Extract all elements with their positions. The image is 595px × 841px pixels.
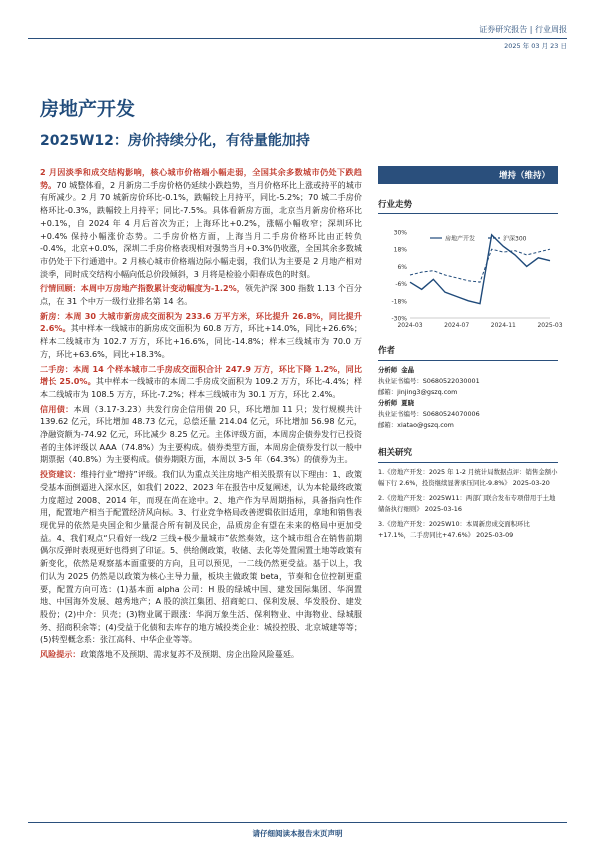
y-tick-label: -18% (391, 298, 407, 306)
report-link-text[interactable]: 2.《房地产开发：2025W11：两部门联合发布专项借用于土地储备执行细则》 (378, 494, 556, 513)
para-market (40, 282, 362, 307)
footer-divider (28, 822, 567, 823)
industry-name: 房地产开发 (40, 98, 136, 120)
legend-label: 房地产开发 (445, 235, 476, 243)
para-risk (40, 648, 362, 661)
para-new-home (40, 310, 362, 361)
rating-badge: 增持（维持） (378, 166, 558, 184)
sidebar (378, 166, 558, 218)
author-name: 金晶 (401, 366, 415, 374)
para-second-hand-text: 其中样本一线城市的本周二手房成交面积为 109.2 万方，环比-4.4%；样本二线城市为 108.5 万方，环比-7.2%；样本三线城市为 30.1 万方，环比 2.4%。 (40, 376, 362, 399)
report-link-text[interactable]: 1.《房地产开发：2025 年 1-2 月统计局数据点评：销售金额小幅下行 2.6%，投资继续显著承压同比-9.8%》 (378, 468, 558, 487)
author-role: 分析师 (378, 399, 398, 407)
x-tick-label: 2025-03 (537, 322, 563, 329)
y-tick-label: -6% (395, 281, 407, 289)
para-credit-highlight: 信用债： (40, 403, 74, 414)
para-advice-highlight: 投资建议： (40, 469, 81, 480)
author-role: 分析师 (378, 366, 398, 374)
para-advice (40, 468, 362, 646)
trend-title: 行业走势 (378, 198, 558, 214)
footer-disclaimer: 请仔细阅读本报告末页声明 (252, 829, 343, 838)
report-tag: 证券研究报告 | 行业周报 (479, 25, 567, 34)
report-link-date: 2025-03-20 (512, 479, 550, 487)
series-line-1 (410, 249, 550, 282)
y-tick-label: -30% (391, 315, 407, 323)
trend-chart (378, 226, 563, 336)
author-email[interactable]: 邮箱：jinjing3@gszq.com (378, 388, 458, 396)
para-risk-text: 政策落地不及预期、需求复苏不及预期、房企出险风险蔓延。 (80, 649, 300, 660)
para-market-text: 领先沪深 300 指数 1.13 个百分点，在 31 个中万一级行业排名第 14 名。 (40, 283, 363, 307)
author-item (378, 365, 558, 376)
report-link-text[interactable]: 3.《房地产开发：2025W10：本周新房成交面积环比+17.1%，二手房同比+47.6%》 (378, 520, 530, 539)
para-price (40, 166, 362, 280)
para-credit (40, 403, 362, 467)
para-new-home-highlight: 新房：本周 30 大城市新房成交面积为 233.6 万平方米，环比提升 26.8%，同比提升 2.6%。 (40, 310, 362, 334)
author-cert: 执业证书编号：S0680522030001 (378, 377, 480, 385)
y-tick-label: 6% (397, 263, 407, 271)
para-price-text: 70 城整体看，2 月新房二手房价格仍延续小跌趋势，当月价格环比上涨或持平的城市有所减少。2 月 70 城新房价环比-0.1%，跌幅较上月持平，同比-5.2%；70 城二手房价格环比-0.3%，跌幅较上月持平；同比-7.5%。具体看新房方面，北京当月新房价格环比+0.1%，自 2024 年 4 月后首次为正；上海环比+0.2%，涨幅小幅收窄；深圳环比+0.4% 保持小幅涨价态势。二手房价格方面，上海当月二手房价格环比由正转负 -0.4%，北京+0.0%，深圳二手房价格表现相对强势当月+0.3%仍收涨，全国其余多数城市仍处于下行通道中。2 月核心城市价格端边际小幅走弱，我们认为主要是 2 月地产相对淡季，同时成交结构小幅向低总价段倾斜，3 月将是检验小阳春成色的时刻。 (40, 179, 362, 279)
legend-label: 沪深300 (503, 235, 527, 243)
para-second-hand (40, 363, 362, 401)
x-tick-label: 2024-03 (397, 322, 423, 329)
report-date: 2025 年 03 月 23 日 (504, 42, 567, 50)
report-link-date: 2025-03-16 (424, 505, 462, 513)
header-divider (28, 38, 567, 39)
x-tick-label: 2024-07 (444, 322, 470, 329)
para-new-home-text: 其中样本一线城市的新房成交面积为 60.8 万方，环比+14.0%，同比+26.6%；样本二线城市为 102.7 万方，环比+16.6%，同比-14.8%；样本三线城市为 70.0 万方，环比+63.6%，同比+18.3%。 (40, 323, 362, 359)
main-body (40, 166, 362, 663)
report-link[interactable] (378, 493, 558, 515)
report-title: 2025W12：房价持续分化，有待量能加持 (40, 133, 310, 149)
author-item (378, 398, 558, 409)
para-advice-text: 维持行业“增持”评级。我们认为重点关注房地产相关股票有以下理由：1、政策受基本面倒逼进入深水区，如我们 2022、2023 年在报告中反复阐述，认为本轮最终政策力度超过 2008、2014 年，而现在尚在途中。2、地产作为早周期指标，具备指向性作用，配置地产相当于配置经济风向标。3、行业竞争格局改善逻辑依旧适用，拿地和销售表现优异的依然是央国企和少量混合所有制及民企，品质房企有望在未来的格局中更加受益。4、我们观点“只看好一线/2 三线+极少量城市”依然奏效，这个城市组合在销售前期偶尔反弹时表现更好也得到了印证。5、供给侧政策，收储、去化等处置闲置土地等政策有新变化，依然是观察基本面重要的方向，且可以预见，一二线仍然更受益。基于以上，我们认为 2025 仍然是以政策为核心主导力量，板块主做政策 beta，节奏和仓位控制更重要，配置方向可选：(1)基本面 alpha 公司：H 股的绿城中国、建发国际集团、华润置地、中国海外发展、越秀地产；A 股的滨江集团、招商蛇口、保利发展、华发股份、建发股份；(2)中介：贝壳；(3)物业属于跟涨：华润万象生活、保利物业、中海物业、绿城服务、招商积余等；(4)受益于化债和去库存的地方城投类企业：城投控股、北京城建等等；(5)转型概念系：张江高科、中华企业等等。 (40, 469, 362, 645)
para-price-highlight: 2 月因淡季和成交结构影响，核心城市价格端小幅走弱，全国其余多数城市仍处下跌趋势。 (40, 167, 362, 190)
series-line-0 (410, 235, 550, 304)
para-risk-highlight: 风险提示： (40, 649, 81, 660)
report-link[interactable] (378, 519, 558, 541)
related-research (378, 448, 558, 541)
para-credit-text: 本周（3.17-3.23）共发行房企信用债 20 只，环比增加 11 只；发行规模共计 139.62 亿元，环比增加 48.73 亿元，总偿还量 214.04 亿元，环比增加 56.98 亿元，净融资额为-74.92 亿元，环比减少 8.25 亿元。主体评级方面，本周房企债券发行已投资者的主体评级以 AAA（74.8%）为主要构成。债券类型方面，本周房企债券发行以一般中期票据（40.8%）为主要构成。债券期限方面，本周以 3-5 年（64.3%）的债券为主。 (40, 403, 362, 465)
related-title: 相关研究 (378, 448, 558, 463)
y-tick-label: 18% (393, 246, 407, 254)
authors-block (378, 346, 558, 431)
author-email[interactable]: 邮箱：xiatao@gszq.com (378, 421, 454, 429)
authors-title: 作者 (378, 346, 558, 361)
x-tick-label: 2024-11 (490, 322, 516, 329)
trend-chart-svg (378, 226, 563, 336)
y-tick-label: 30% (393, 229, 407, 237)
para-second-hand-highlight: 二手房：本周 14 个样本城市二手房成交面积合计 247.9 万方，环比下降 1.2%，同比增长 25.0%。 (40, 363, 362, 387)
author-cert: 执业证书编号：S0680524070006 (378, 410, 480, 418)
report-link[interactable] (378, 467, 558, 489)
author-name: 夏晓 (401, 399, 415, 407)
para-market-highlight: 行情回顾：本周中万房地产指数累计变动幅度为-1.2%， (40, 283, 245, 294)
report-link-date: 2025-03-09 (476, 531, 514, 539)
